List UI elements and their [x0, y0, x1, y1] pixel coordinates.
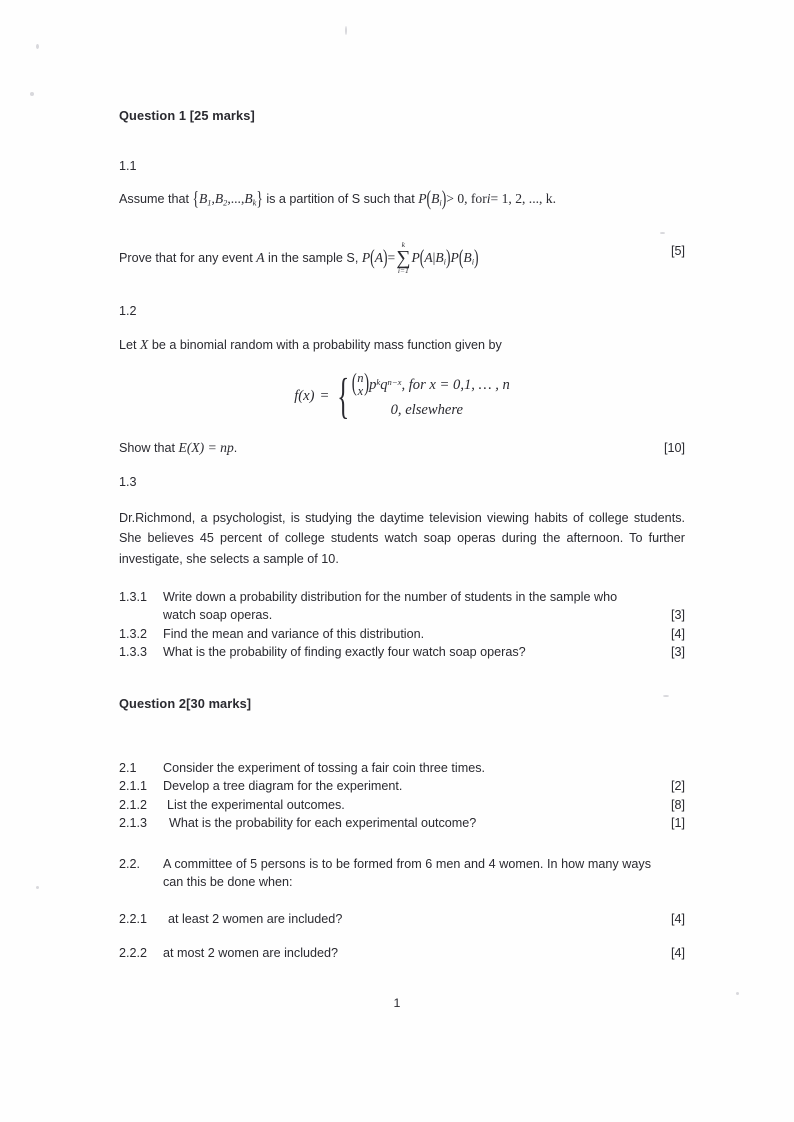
sigma-glyph: ∑ — [396, 246, 411, 269]
piecewise-case-1 — [351, 370, 510, 399]
set-bk-sub: k — [252, 197, 257, 207]
prove-event-a: A — [256, 250, 265, 266]
section-1-2-number: 1.2 — [119, 303, 137, 318]
function-equals: = — [319, 388, 330, 405]
exam-content — [119, 108, 685, 963]
item-text — [163, 910, 651, 929]
scan-artifact — [736, 992, 739, 995]
list-item — [119, 625, 685, 644]
list-item — [119, 796, 685, 815]
marks-allocation: [2] — [670, 779, 685, 794]
binom-bottom-x: x — [357, 383, 364, 398]
marks-allocation: [4] — [670, 946, 685, 961]
index-i: i — [486, 190, 491, 206]
scan-artifact — [36, 44, 39, 49]
paren-close: ) — [441, 185, 447, 210]
marks-allocation — [651, 606, 685, 625]
marks-allocation: [5] — [670, 244, 685, 259]
question-1-heading: Question 1 [25 marks] — [119, 108, 255, 123]
item-number: 2.1.2 — [119, 797, 148, 812]
section-1-2-show-line — [119, 439, 651, 458]
item-text: Consider the experiment of tossing a fair coin three times. — [163, 760, 485, 775]
set-b1-sub: 1 — [207, 197, 212, 207]
show-period: . — [233, 440, 238, 455]
prob-p: P — [418, 190, 427, 206]
formula-a: A — [374, 250, 383, 266]
item-number: 1.3.2 — [119, 626, 148, 641]
item-text: Write down a probability distribution for the number of students in the sample who watch soap operas. — [163, 589, 618, 623]
set-bk: B — [244, 190, 253, 206]
item-number: 2.2.2 — [119, 946, 148, 961]
piecewise-brace: { — [337, 368, 350, 424]
conditional-bar: | — [432, 250, 436, 266]
list-item — [119, 759, 685, 778]
paren-open: ( — [370, 245, 375, 269]
set-b2: B — [214, 190, 224, 206]
list-item — [119, 588, 685, 625]
item-text: A committee of 5 persons is to be formed from 6 men and 4 women. In how many ways can this be done when: — [163, 856, 651, 890]
lead-prefix: Let — [119, 338, 137, 353]
item-text: Find the mean and variance of this distribution. — [163, 626, 425, 641]
item-number: 2.2.1 — [119, 911, 148, 926]
prob-condition: > 0, for — [446, 190, 487, 206]
term2-b-sub: i — [471, 257, 475, 267]
item-number: 1.3.3 — [119, 645, 148, 660]
function-fx: f(x) — [294, 388, 315, 405]
item-text — [163, 814, 651, 833]
item-number: 2.1.3 — [119, 816, 148, 831]
prove-middle-text: in the sample S, — [268, 251, 359, 266]
paren-open: ( — [426, 185, 432, 210]
binom-stack — [357, 372, 364, 398]
list-item — [119, 777, 685, 796]
set-b2-sub: 2 — [223, 197, 228, 207]
paren-close: ) — [446, 245, 451, 269]
paren-close: ) — [474, 245, 479, 269]
item-text — [163, 796, 651, 815]
case1-domain: , for x = 0,1, … , n — [401, 377, 510, 394]
term2-p: P — [450, 250, 459, 266]
assume-middle-text: is a partition of S such that — [266, 191, 415, 206]
case1-q: q — [380, 377, 388, 394]
prob-arg-sub: i — [439, 197, 442, 207]
assume-period: . — [552, 190, 556, 206]
piecewise-case-2: 0, elsewhere — [390, 401, 463, 418]
assume-math — [192, 186, 263, 209]
item-text: What is the probability of finding exactly four watch soap operas? — [163, 645, 526, 660]
page-number: 1 — [393, 996, 401, 1010]
binom-paren-open: ( — [351, 370, 357, 398]
item-number: 2.1.1 — [119, 779, 148, 794]
section-1-2-show-row — [119, 439, 685, 458]
marks-allocation: [3] — [670, 645, 685, 660]
item-number: 1.3.1 — [119, 589, 148, 604]
binom-paren-close: ) — [364, 370, 370, 398]
set-sep-1: , — [211, 190, 215, 206]
marks-allocation: [1] — [670, 816, 685, 831]
case1-p-exponent: k — [376, 376, 381, 387]
item-number: 2.1 — [119, 760, 137, 775]
total-probability-formula — [361, 240, 479, 276]
binom-top-n: n — [357, 370, 364, 385]
summation-upper-limit: k — [401, 240, 406, 250]
term1-a: A — [424, 250, 433, 266]
marks-allocation: [4] — [670, 626, 685, 641]
piecewise-cases — [351, 370, 510, 421]
summation-symbol — [396, 241, 410, 275]
set-b1: B — [198, 190, 208, 206]
case1-p: p — [369, 377, 377, 394]
term1-b-sub: i — [443, 257, 446, 267]
prob-arg-b: B — [431, 190, 440, 206]
assume-probability-expression — [418, 185, 556, 210]
section-1-2-lead-line — [119, 336, 685, 355]
section-1-1-prove-line — [119, 242, 651, 276]
list-item — [119, 814, 685, 833]
section-1-3-paragraph: Dr.Richmond, a psychologist, is studying the daytime television viewing habits of college students. She believes 45 percent of college students watch soap operas during the afternoon. To further investigate, she selects a sample of 10. — [119, 510, 685, 566]
section-1-3-number: 1.3 — [119, 475, 137, 490]
scan-artifact — [36, 886, 39, 889]
item-text: at most 2 women are included? — [163, 946, 339, 961]
list-item — [119, 910, 685, 929]
question-2-heading: Question 2[30 marks] — [119, 695, 252, 711]
item-text-value: List the experimental outcomes. — [167, 797, 345, 812]
term1-b: B — [435, 250, 444, 266]
scan-artifact — [345, 26, 347, 35]
set-dots: ,..., — [227, 190, 245, 206]
paren-open: ( — [419, 245, 425, 269]
formula-equals: = — [387, 250, 396, 266]
section-1-1-prove-row — [119, 242, 685, 276]
prove-prefix: Prove that for any event — [119, 251, 253, 266]
marks-allocation: [4] — [670, 911, 685, 926]
marks-allocation: [8] — [670, 797, 685, 812]
marks-allocation: [10] — [663, 440, 685, 455]
item-number: 2.2. — [119, 856, 141, 871]
marks-value: [3] — [670, 608, 685, 623]
section-1-1-assume-line — [119, 185, 685, 213]
item-text: Develop a tree diagram for the experiment. — [163, 779, 403, 794]
pmf-equation — [119, 368, 685, 424]
piecewise-function — [294, 368, 510, 424]
set-open-brace: { — [192, 186, 199, 209]
show-prefix: Show that — [119, 440, 176, 455]
paren-open: ( — [458, 245, 464, 269]
list-item — [119, 855, 685, 892]
expectation-expression: E(X) = np — [178, 439, 234, 455]
list-item — [119, 643, 685, 662]
section-1-1-number: 1.1 — [119, 159, 137, 173]
scan-artifact — [30, 92, 34, 96]
term2-b: B — [463, 250, 472, 266]
paren-close: ) — [383, 245, 388, 269]
random-variable-x: X — [140, 337, 149, 353]
case1-q-exponent: n−x — [387, 376, 402, 387]
term1-p: P — [411, 250, 420, 266]
item-text-value: What is the probability for each experimental outcome? — [169, 816, 477, 831]
list-item — [119, 944, 685, 963]
index-range: = 1, 2, ..., k — [490, 190, 553, 206]
summation-lower-limit: i=1 — [397, 266, 409, 276]
assume-prefix: Assume that — [119, 191, 189, 206]
binomial-coefficient — [352, 372, 369, 398]
set-close-brace: } — [256, 186, 263, 209]
lead-rest: be a binomial random with a probability mass function given by — [151, 338, 502, 353]
item-text-value: at least 2 women are included? — [168, 911, 343, 926]
formula-p: P — [361, 250, 371, 266]
